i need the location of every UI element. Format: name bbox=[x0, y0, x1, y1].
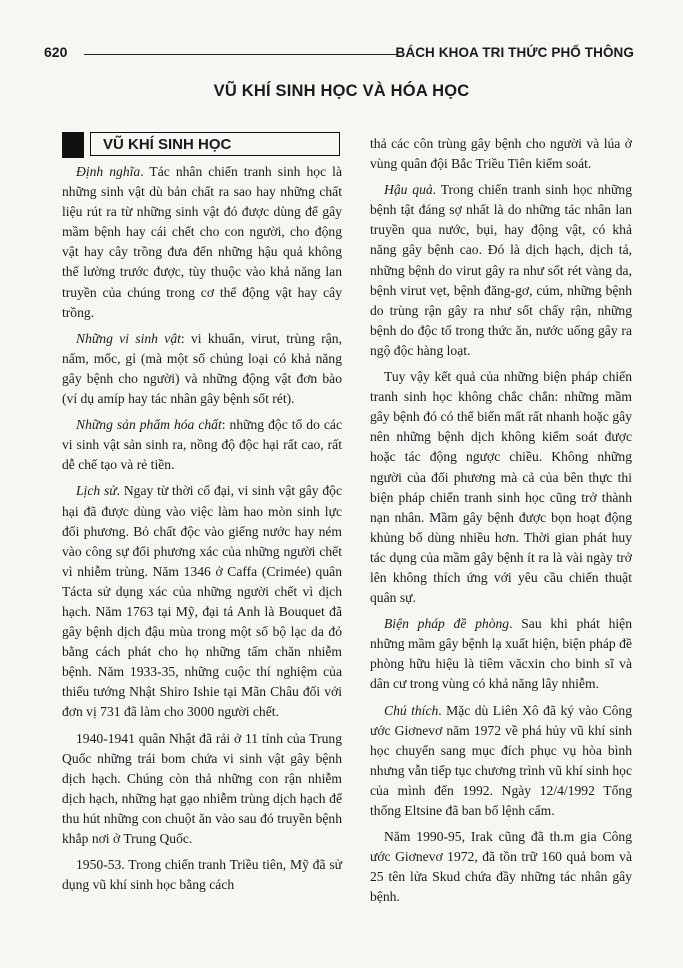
paragraph bbox=[370, 614, 632, 694]
paragraph-text: Tuy vậy kết quả của những biện pháp chiến tranh sinh học không chắc chắn: những mầm gây bệnh đó có thể biến mất rất nhanh hoặc gây nên những bệnh dịch không kiểm soát được hoặc tác động ngược chiều. Không những người của đối phương mà cả của bên thực thi biện pháp chiến tranh sinh học cũng trở thành nạn nhân. Mầm gây bệnh được bọn hoạt động khủng bố dùng nhiều hơn. Thời gian phát huy tác dụng của mầm gây bệnh ít ra là vài ngày trở lên không thích ứng với yêu cầu chiến thuật quân sự. bbox=[370, 369, 632, 606]
paragraph-text: . Trong chiến tranh sinh học những bệnh tật đáng sợ nhất là do những tác nhân lan truyền qua nước, bụi, hay động vật, có khả năng gây bệnh cao. Đó là dịch hạch, dịch tả, những bệnh do virut gây ra như sốt rét vàng da, bệnh virut vẹt, bệnh đăng-gơ, cúm, những bệnh do trùng rận gây ra như sốt chấy rận, những bệnh do độc tố trong thức ăn, nước uống gây ra ngộ độc hàng loạt. bbox=[370, 182, 632, 358]
paragraph-term: Biện pháp đề phòng bbox=[384, 616, 510, 632]
paragraph-text: . Ngay từ thời cổ đại, vi sinh vật gây độc hại đã được dùng vào việc làm hao mòn sinh lực đối phương. Bỏ chất độc vào giếng nước hay ném vào công sự đối phương xác của những người chết vì nhiễm trùng. Năm 1346 ở Caffa (Crimée) quân Tácta sử dụng xác của những người chết vì dịch hạch. Năm 1763 tại Mỹ, đại tá Anh là Bouquet đã gây bệnh dịch đậu mùa trong một số bộ lạc da đỏ bằng cách phát cho họ những tấm chăn nhiễm bệnh. Năm 1933-35, những cuộc thí nghiệm của thiếu tướng Nhật Shiro Ishie tại Mãn Châu đối với đơn vị 731 đã làm cho 3000 người chết. bbox=[62, 483, 342, 720]
book-title: BÁCH KHOA TRI THỨC PHỔ THÔNG bbox=[395, 45, 634, 60]
paragraph bbox=[370, 701, 632, 822]
paragraph bbox=[370, 134, 632, 174]
page-number: 620 bbox=[44, 44, 68, 60]
paragraph-term: Chú thích bbox=[384, 702, 439, 718]
header-rule bbox=[84, 54, 398, 55]
running-header bbox=[44, 44, 634, 64]
paragraph-text: . Tác nhân chiến tranh sinh học là những sinh vật dù bản chất ra sao hay những chất liệu rút ra từ những sinh vật đó được dùng để gây mầm bệnh hay cái chết cho con người, cho động vật hay cây trồng đưa đến những hậu quả không thể lường trước được, tùy thuộc vào khả năng lan truyền của chúng trong cơ thể động vật hay cây trồng. bbox=[62, 164, 342, 320]
paragraph bbox=[62, 855, 342, 895]
paragraph-text: . Sau khi phát hiện những mầm gây bệnh lạ xuất hiện, biện pháp đề phòng hữu hiệu là tiêm văcxin cho binh sĩ và dân cư trong vùng có khả năng lây nhiễm. bbox=[370, 616, 633, 692]
page-title: VŨ KHÍ SINH HỌC VÀ HÓA HỌC bbox=[213, 82, 470, 100]
paragraph-text: : vi khuẩn, virut, trùng rận, nấm, mốc, gỉ (mà một số chủng loại có khả năng gây bệnh cho người) và những động vật đơn bào (ví dụ amíp hay tác nhân gây bệnh sốt rét). bbox=[62, 330, 342, 407]
paragraph bbox=[370, 180, 632, 361]
paragraph bbox=[370, 367, 632, 608]
paragraph-text: Năm 1990-95, Irak cũng đã th.m gia Công ước Giơnevơ 1972, đã tồn trữ 160 quả bom và 25 tên lửa Skud chứa đầy những tác nhân gây bệnh. bbox=[370, 829, 632, 905]
section-heading-label: VŨ KHÍ SINH HỌC bbox=[103, 136, 232, 153]
right-column bbox=[370, 134, 632, 913]
section-heading bbox=[62, 132, 342, 158]
paragraph bbox=[62, 729, 342, 850]
paragraph-term: Lịch sử bbox=[76, 483, 117, 499]
paragraph-term: Hậu quả bbox=[384, 182, 433, 198]
paragraph-text: 1950-53. Trong chiến tranh Triều tiên, Mỹ đã sử dụng vũ khí sinh học bằng cách bbox=[62, 857, 342, 893]
paragraph bbox=[62, 481, 342, 722]
paragraph-term: Những sản phẩm hóa chất bbox=[76, 417, 222, 433]
paragraph-text: : những độc tố do các vi sinh vật sản sinh ra, nồng độ độc hại rất cao, rất dễ chế tạo và rẻ tiền. bbox=[62, 417, 342, 473]
section-marker-block bbox=[62, 132, 84, 158]
paragraph bbox=[62, 329, 342, 409]
paragraph-term: Những vi sinh vật bbox=[76, 330, 181, 346]
paragraph-text: 1940-1941 quân Nhật đã rải ở 11 tỉnh của Trung Quốc những trái bom chứa vi sinh vật gây bệnh dịch hạch. Chúng còn thả những con rận nhiễm dịch hạch, những hạt gạo nhiễm trùng dịch hạch để thu hút những con chuột ăn vào sau đó truyền bệnh khắp nơi ở Trung Quốc. bbox=[62, 730, 342, 846]
left-column bbox=[62, 162, 342, 901]
paragraph-text: thả các côn trùng gây bệnh cho người và lúa ở vùng quân đội Bắc Triều Tiên kiểm soát. bbox=[370, 136, 632, 172]
paragraph bbox=[62, 415, 342, 475]
paragraph bbox=[62, 162, 342, 323]
section-heading-box bbox=[90, 132, 340, 156]
paragraph-text: . Mặc dù Liên Xô đã ký vào Công ước Giơnevơ năm 1972 về phá hủy vũ khí sinh học chuyển sang mục đích phục vụ hòa bình nhưng vẫn tiếp tục chương trình vũ khí sinh học của mình đến 1992. Ngày 12/4/1992 Tổng thống Eltsine đã ban bố lệnh cấm. bbox=[370, 702, 632, 818]
paragraph bbox=[370, 827, 632, 907]
paragraph-term: Định nghĩa bbox=[76, 164, 141, 179]
